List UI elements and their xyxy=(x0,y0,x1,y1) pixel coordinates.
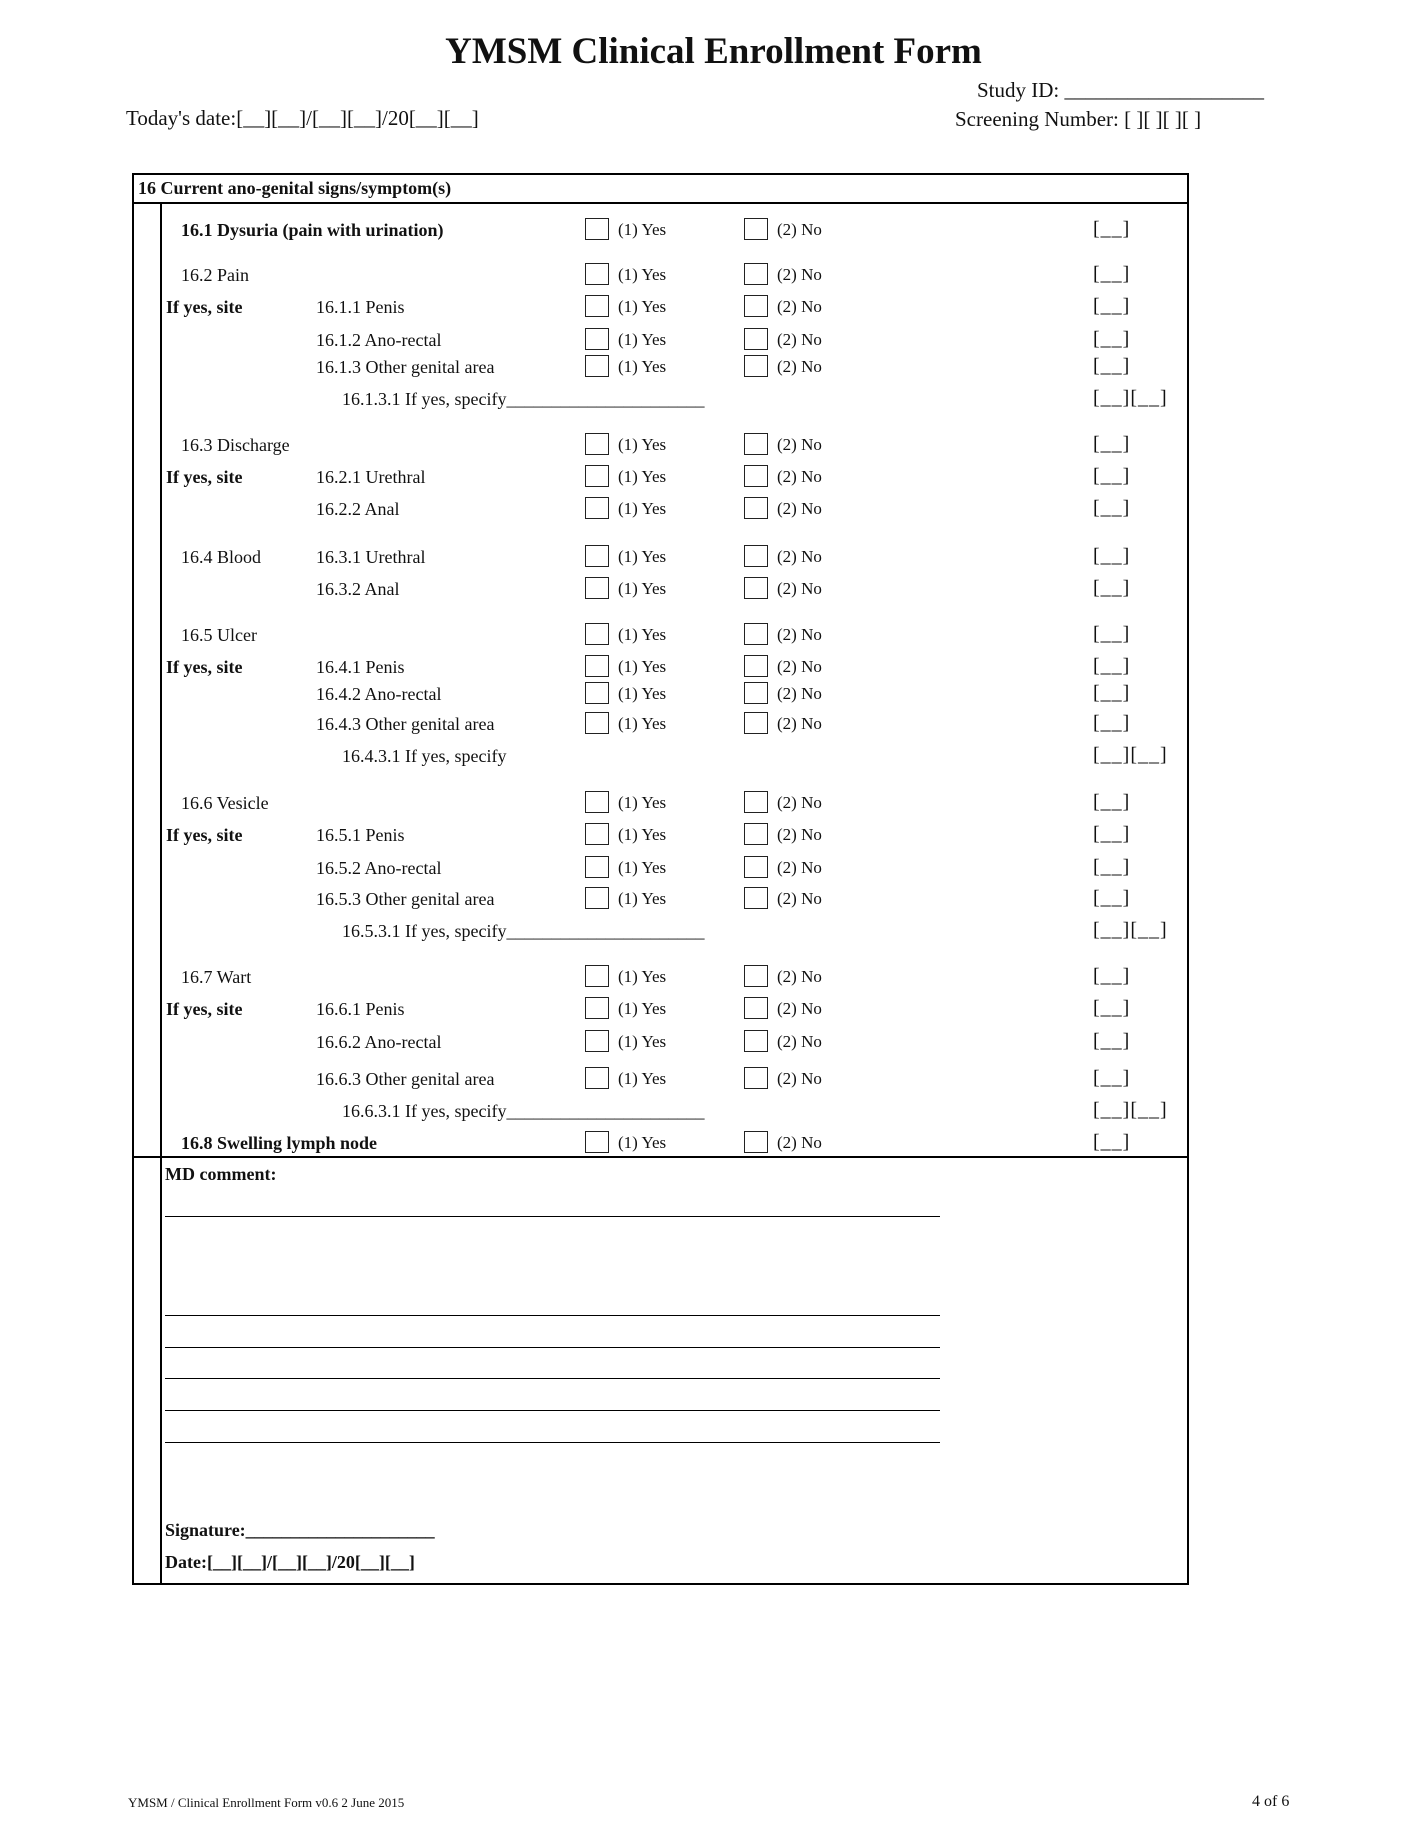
yes-checkbox[interactable] xyxy=(585,1030,609,1052)
site-label: 16.6.1 Penis xyxy=(316,999,405,1019)
yes-checkbox[interactable] xyxy=(585,1067,609,1089)
yes-option-label: (1) Yes xyxy=(618,330,667,349)
yes-option-label: (1) Yes xyxy=(618,499,667,518)
comment-line-5[interactable] xyxy=(165,1410,940,1411)
site-label: 16.1.2 Ano-rectal xyxy=(316,330,442,350)
no-checkbox[interactable] xyxy=(744,623,768,645)
yes-option-label: (1) Yes xyxy=(618,657,667,676)
code-box[interactable]: [__] xyxy=(1093,1030,1131,1052)
yes-checkbox[interactable] xyxy=(585,712,609,734)
no-checkbox[interactable] xyxy=(744,1131,768,1153)
row-label: 16.5 Ulcer xyxy=(181,625,257,645)
yes-option-label: (1) Yes xyxy=(618,889,667,908)
site-prompt: If yes, site xyxy=(166,657,243,677)
yes-option-label: (1) Yes xyxy=(618,999,667,1018)
code-box[interactable]: [__] xyxy=(1093,545,1131,567)
no-option-label: (2) No xyxy=(777,1069,822,1088)
no-checkbox[interactable] xyxy=(744,682,768,704)
no-option-label: (2) No xyxy=(777,579,822,598)
code-box[interactable]: [__] xyxy=(1093,218,1131,240)
yes-option-label: (1) Yes xyxy=(618,220,667,239)
yes-checkbox[interactable] xyxy=(585,545,609,567)
yes-option-label: (1) Yes xyxy=(618,357,667,376)
signature-date-field[interactable]: Date:[__][__]/[__][__]/20[__][__] xyxy=(165,1552,415,1572)
yes-checkbox[interactable] xyxy=(585,997,609,1019)
no-option-label: (2) No xyxy=(777,657,822,676)
no-option-label: (2) No xyxy=(777,1032,822,1051)
no-checkbox[interactable] xyxy=(744,545,768,567)
site-label: 16.4.2 Ano-rectal xyxy=(316,684,442,704)
no-option-label: (2) No xyxy=(777,793,822,812)
no-checkbox[interactable] xyxy=(744,791,768,813)
no-option-label: (2) No xyxy=(777,357,822,376)
code-box[interactable]: [__] xyxy=(1093,295,1131,317)
code-box[interactable]: [__] xyxy=(1093,997,1131,1019)
no-option-label: (2) No xyxy=(777,265,822,284)
no-checkbox[interactable] xyxy=(744,856,768,878)
yes-option-label: (1) Yes xyxy=(618,858,667,877)
row-label: 16.4 Blood xyxy=(181,547,262,567)
no-checkbox[interactable] xyxy=(744,997,768,1019)
no-checkbox[interactable] xyxy=(744,355,768,377)
site-label: 16.6.3 Other genital area xyxy=(316,1069,495,1089)
yes-option-label: (1) Yes xyxy=(618,265,667,284)
yes-checkbox[interactable] xyxy=(585,218,609,240)
comment-line-6[interactable] xyxy=(165,1442,940,1443)
code-box[interactable]: [__] xyxy=(1093,623,1131,645)
yes-option-label: (1) Yes xyxy=(618,684,667,703)
no-option-label: (2) No xyxy=(777,297,822,316)
no-option-label: (2) No xyxy=(777,330,822,349)
code-box[interactable]: [__] xyxy=(1093,965,1131,987)
yes-option-label: (1) Yes xyxy=(618,793,667,812)
no-checkbox[interactable] xyxy=(744,433,768,455)
yes-checkbox[interactable] xyxy=(585,682,609,704)
signature-field[interactable]: Signature:_____________________ xyxy=(165,1520,435,1540)
yes-checkbox[interactable] xyxy=(585,1131,609,1153)
yes-option-label: (1) Yes xyxy=(618,579,667,598)
page-number: 4 of 6 xyxy=(1252,1793,1290,1810)
comment-line-1[interactable] xyxy=(165,1216,940,1217)
left-margin-rule xyxy=(160,202,162,1585)
yes-checkbox[interactable] xyxy=(585,823,609,845)
no-option-label: (2) No xyxy=(777,967,822,986)
code-box[interactable]: [__] xyxy=(1093,655,1131,677)
md-comment-label: MD comment: xyxy=(165,1164,277,1184)
site-label: 16.5.3.1 If yes, specify______________________ xyxy=(342,921,705,941)
no-option-label: (2) No xyxy=(777,220,822,239)
no-option-label: (2) No xyxy=(777,858,822,877)
yes-option-label: (1) Yes xyxy=(618,435,667,454)
yes-option-label: (1) Yes xyxy=(618,297,667,316)
no-checkbox[interactable] xyxy=(744,218,768,240)
yes-option-label: (1) Yes xyxy=(618,1133,667,1152)
yes-checkbox[interactable] xyxy=(585,856,609,878)
row-label: 16.8 Swelling lymph node xyxy=(181,1133,378,1153)
no-checkbox[interactable] xyxy=(744,1030,768,1052)
yes-checkbox[interactable] xyxy=(585,263,609,285)
code-box[interactable]: [__] xyxy=(1093,1131,1131,1153)
row-label: 16.6 Vesicle xyxy=(181,793,269,813)
site-prompt: If yes, site xyxy=(166,297,243,317)
site-prompt: If yes, site xyxy=(166,999,243,1019)
site-label: 16.3.2 Anal xyxy=(316,579,400,599)
yes-option-label: (1) Yes xyxy=(618,467,667,486)
site-label: 16.5.1 Penis xyxy=(316,825,405,845)
yes-checkbox[interactable] xyxy=(585,577,609,599)
code-box[interactable]: [__][__] xyxy=(1093,744,1168,766)
site-label: 16.5.3 Other genital area xyxy=(316,889,495,909)
code-box[interactable]: [__][__] xyxy=(1093,919,1168,941)
yes-option-label: (1) Yes xyxy=(618,825,667,844)
no-checkbox[interactable] xyxy=(744,465,768,487)
row-label: 16.7 Wart xyxy=(181,967,252,987)
site-label: 16.2.1 Urethral xyxy=(316,467,426,487)
no-option-label: (2) No xyxy=(777,467,822,486)
study-id-field[interactable]: Study ID: ___________________ xyxy=(977,78,1265,102)
site-label: 16.6.2 Ano-rectal xyxy=(316,1032,442,1052)
yes-checkbox[interactable] xyxy=(585,887,609,909)
no-checkbox[interactable] xyxy=(744,965,768,987)
yes-checkbox[interactable] xyxy=(585,497,609,519)
yes-option-label: (1) Yes xyxy=(618,547,667,566)
code-box[interactable]: [__] xyxy=(1093,823,1131,845)
no-checkbox[interactable] xyxy=(744,712,768,734)
no-checkbox[interactable] xyxy=(744,823,768,845)
yes-checkbox[interactable] xyxy=(585,655,609,677)
code-box[interactable]: [__] xyxy=(1093,263,1131,285)
yes-checkbox[interactable] xyxy=(585,623,609,645)
footer-version: YMSM / Clinical Enrollment Form v0.6 2 June 2015 xyxy=(128,1795,405,1810)
yes-option-label: (1) Yes xyxy=(618,1069,667,1088)
code-box[interactable]: [__] xyxy=(1093,328,1131,350)
code-box[interactable]: [__] xyxy=(1093,856,1131,878)
no-option-label: (2) No xyxy=(777,625,822,644)
row-label: 16.2 Pain xyxy=(181,265,250,285)
code-box[interactable]: [__] xyxy=(1093,577,1131,599)
no-checkbox[interactable] xyxy=(744,655,768,677)
comment-line-4[interactable] xyxy=(165,1378,940,1379)
no-option-label: (2) No xyxy=(777,1133,822,1152)
site-label: 16.4.1 Penis xyxy=(316,657,405,677)
site-label: 16.4.3 Other genital area xyxy=(316,714,495,734)
code-box[interactable]: [__] xyxy=(1093,465,1131,487)
site-label: 16.1.1 Penis xyxy=(316,297,405,317)
code-box[interactable]: [__][__] xyxy=(1093,1099,1168,1121)
comment-line-3[interactable] xyxy=(165,1347,940,1348)
yes-checkbox[interactable] xyxy=(585,295,609,317)
code-box[interactable]: [__] xyxy=(1093,433,1131,455)
no-option-label: (2) No xyxy=(777,435,822,454)
yes-option-label: (1) Yes xyxy=(618,967,667,986)
screening-number-field[interactable]: Screening Number: [ ][ ][ ][ ] xyxy=(955,107,1202,131)
no-checkbox[interactable] xyxy=(744,497,768,519)
code-box[interactable]: [__] xyxy=(1093,682,1131,704)
yes-checkbox[interactable] xyxy=(585,965,609,987)
site-label: 16.5.2 Ano-rectal xyxy=(316,858,442,878)
no-option-label: (2) No xyxy=(777,547,822,566)
site-label: 16.4.3.1 If yes, specify xyxy=(342,746,507,766)
code-box[interactable]: [__] xyxy=(1093,791,1131,813)
code-box[interactable]: [__] xyxy=(1093,712,1131,734)
no-option-label: (2) No xyxy=(777,714,822,733)
yes-option-label: (1) Yes xyxy=(618,625,667,644)
section-heading: 16 Current ano-genital signs/symptom(s) xyxy=(138,178,452,198)
no-option-label: (2) No xyxy=(777,499,822,518)
yes-option-label: (1) Yes xyxy=(618,1032,667,1051)
site-label: 16.2.2 Anal xyxy=(316,499,400,519)
site-prompt: If yes, site xyxy=(166,467,243,487)
yes-checkbox[interactable] xyxy=(585,433,609,455)
section-heading-divider xyxy=(132,202,1189,204)
no-option-label: (2) No xyxy=(777,684,822,703)
yes-option-label: (1) Yes xyxy=(618,714,667,733)
code-box[interactable]: [__][__] xyxy=(1093,387,1168,409)
yes-checkbox[interactable] xyxy=(585,791,609,813)
code-box[interactable]: [__] xyxy=(1093,1067,1131,1089)
code-box[interactable]: [__] xyxy=(1093,497,1131,519)
site-prompt: If yes, site xyxy=(166,825,243,845)
code-box[interactable]: [__] xyxy=(1093,355,1131,377)
site-label: 16.1.3.1 If yes, specify______________________ xyxy=(342,389,705,409)
yes-checkbox[interactable] xyxy=(585,465,609,487)
no-option-label: (2) No xyxy=(777,889,822,908)
yes-checkbox[interactable] xyxy=(585,328,609,350)
no-checkbox[interactable] xyxy=(744,887,768,909)
no-checkbox[interactable] xyxy=(744,295,768,317)
no-checkbox[interactable] xyxy=(744,263,768,285)
code-box[interactable]: [__] xyxy=(1093,887,1131,909)
no-option-label: (2) No xyxy=(777,999,822,1018)
row-label: 16.1 Dysuria (pain with urination) xyxy=(181,220,444,240)
todays-date-field[interactable]: Today's date:[__][__]/[__][__]/20[__][__] xyxy=(126,106,479,130)
site-label: 16.1.3 Other genital area xyxy=(316,357,495,377)
site-label: 16.3.1 Urethral xyxy=(316,547,426,567)
row-label: 16.3 Discharge xyxy=(181,435,290,455)
form-title: YMSM Clinical Enrollment Form xyxy=(445,31,982,72)
no-checkbox[interactable] xyxy=(744,1067,768,1089)
comment-line-2[interactable] xyxy=(165,1315,940,1316)
symptoms-section-frame xyxy=(132,173,1189,1585)
yes-checkbox[interactable] xyxy=(585,355,609,377)
comment-divider xyxy=(132,1156,1189,1158)
site-label: 16.6.3.1 If yes, specify______________________ xyxy=(342,1101,705,1121)
no-checkbox[interactable] xyxy=(744,328,768,350)
no-option-label: (2) No xyxy=(777,825,822,844)
no-checkbox[interactable] xyxy=(744,577,768,599)
